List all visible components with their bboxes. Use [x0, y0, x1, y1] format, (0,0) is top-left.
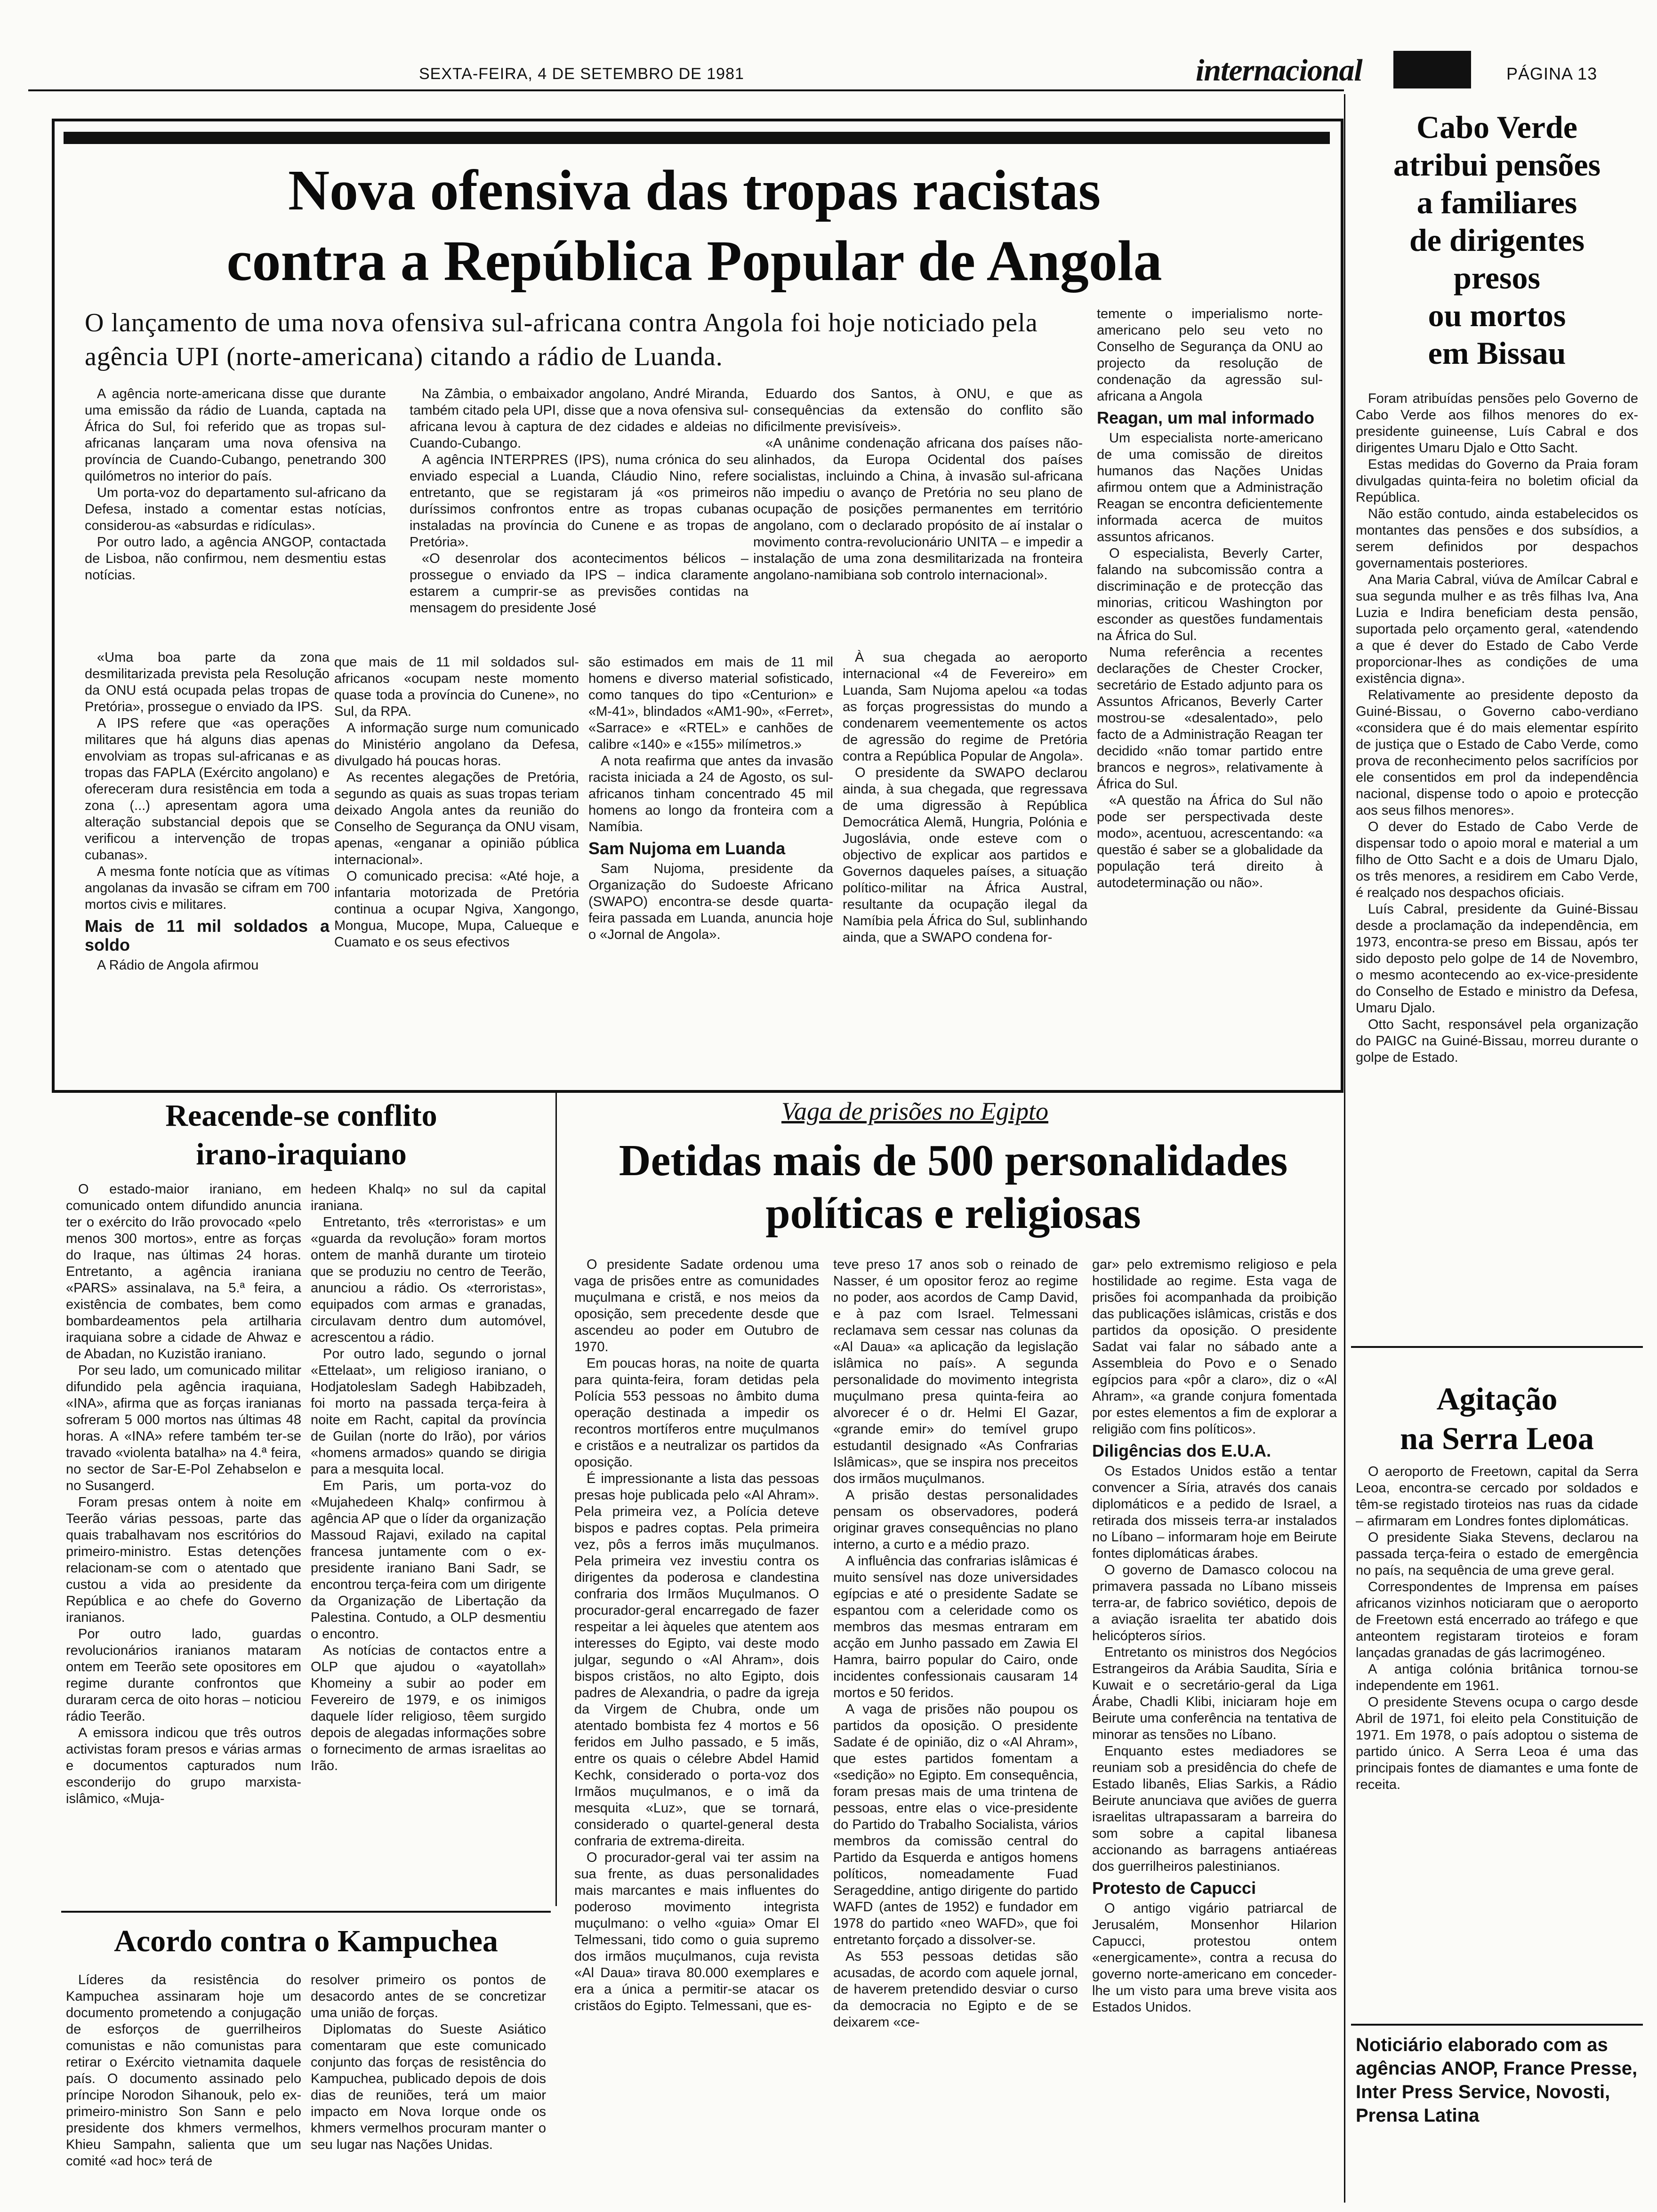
egypt-headline — [565, 1134, 1342, 1240]
caboverde-headline — [1346, 108, 1648, 372]
paragraph: Entretanto os ministros dos Negócios Estrangeiros da Arábia Saudita, Síria e Kuwait e o secretário-geral da Liga Árabe, Chadli Klibi, iniciaram hoje em Beirute uma conferência na tentativa de minorar as tensões no Líbano. — [1092, 1645, 1337, 1742]
angola-column-1 — [85, 386, 386, 631]
paragraph: Foram atribuídas pensões pelo Governo de Cabo Verde aos filhos menores do ex-presidente guineense, Luís Cabral e dos dirigentes Umaru Djalo e Otto Sacht. — [1356, 391, 1638, 456]
paragraph: Relativamente ao presidente deposto da Guiné-Bissau, o Governo cabo-verdiano «considera que é do mais elementar espírito de justiça que o Estado de Cabo Verde, como prova de reconhecimento pelos sacrifícios por ele consentidos em prol da independência nacional, dispense todo o apoio e protecção aos seus filhos menores». — [1356, 688, 1638, 818]
paragraph: Enquanto estes mediadores se reuniam sob a presidência do chefe de Estado libanês, Elias Sarkis, a Rádio Beirute anunciava que aviões de guerra israelitas ultrapassaram a barreira do som sobre a capital libanesa accionando as barragens antiaéreas dos guerrilheiros palestinianos. — [1092, 1744, 1337, 1874]
paragraph: Por seu lado, um comunicado militar difundido pela agência iraquiana, «INA», afirma que as forças iranianas sofreram 5 000 mortos nas últimas 48 horas. A «INA» refere também ter-se travado «violenta batalha» na 4.ª feira, no sector de Sar-E-Pol Zehabselon e no Susangerd. — [66, 1363, 301, 1493]
iraniraq-headline-line2: irano-iraquiano — [196, 1137, 407, 1171]
paragraph: O procurador-geral vai ter assim na sua frente, as duas personalidades mais marcantes e mais influentes do poderoso movimento integrista muçulmano: o velho «guia» Omar El Telmessani, tido como o guia supremo dos irmãos muçulmanos, cuja revista «Al Daua» tirava 80.000 exemplares e era a única a permitir-se atacar os cristãos do Egipto. Telmessani, que es- — [574, 1850, 819, 2013]
paragraph: O presidente Sadate ordenou uma vaga de prisões entre as comunidades muçulmana e cristã, e nos meios da oposição, sem precedente desde que ascendeu ao poder em Outubro de 1970. — [574, 1257, 819, 1354]
paragraph: Numa referência a recentes declarações de Chester Crocker, secretário de Estado adjunto para os Assuntos Africanos, Beverly Carter mostrou-se «desalentado», pelo facto de a Administração Reagan ter decidido «não tomar partido entre brancos e negros», relativamente à África do Sul. — [1097, 645, 1323, 792]
header-rule — [28, 89, 1344, 91]
paragraph: O estado-maior iraniano, em comunicado ontem difundido anuncia ter o exército do Irão provocado «pelo menos 300 mortos», entre as forças do Iraque, nas últimas 24 horas. Entretanto, a agência iraniana «PARS» assinalava, na 5.ª feira, a existência de combates, bem como bombardeamentos pela artilharia iraquiana sobre a cidade de Ahwaz e de Abadan, no Kuzistão iraniano. — [66, 1182, 301, 1362]
serraleoa-headline-line2: na Serra Leoa — [1400, 1420, 1594, 1456]
paragraph: «A questão na África do Sul não pode ser perspectivada deste modo», acentuou, acrescentando: «a questão é saber se a globalidade da população terá direito à autodeterminação ou não». — [1097, 793, 1323, 890]
column-divider — [1344, 94, 1345, 2203]
paragraph: O presidente Stevens ocupa o cargo desde Abril de 1971, foi eleito pela Constituição de 1971. Em 1978, o país adoptou o sistema de partido único. A Serra Leoa é uma das principais fontes de diamantes e uma fonte de receita. — [1356, 1695, 1638, 1792]
section-logo-block — [1393, 51, 1471, 88]
paragraph: A influência das confrarias islâmicas é muito sensível nas doze universidades egípcias e até o presidente Sadate se espantou com a celeridade como os membros das mesmas entraram em acção em Junho passado em Zawia El Hamra, bairro popular do Cairo, onde incidentes confessionais causaram 14 mortos e 50 feridos. — [833, 1554, 1078, 1700]
caboverde-headline-line: a familiares — [1416, 184, 1577, 220]
paragraph: Os Estados Unidos estão a tentar convencer a Síria, através dos canais diplomáticos e a pedido de Israel, a retirada dos misseis terra-ar instalados no Líbano – informaram hoje em Beirute fontes diplomáticas árabes. — [1092, 1464, 1337, 1561]
paragraph: Entretanto, três «terroristas» e um «guarda da revolução» foram mortos ontem de manhã durante um tiroteio que se produziu no centro de Teerão, anunciou a rádio. Os «terroristas», equipados com armas e granadas, circulavam dentro dum automóvel, acrescentou a rádio. — [311, 1215, 546, 1345]
subheading-capucci: Protesto de Capucci — [1092, 1878, 1256, 1898]
paragraph: A agência norte-americana disse que durante uma emissão da rádio de Luanda, captada na África do Sul, foi referido que as tropas sul-africanas lançaram uma nova ofensiva na província de Cuando-Cubango, penetrando 300 quilómetros no interior do país. — [85, 386, 386, 484]
subheading-nujoma: Sam Nujoma em Luanda — [588, 839, 786, 858]
paragraph: Eduardo dos Santos, à ONU, e que as consequências da extensão do conflito são dificilmente previsíveis». — [753, 386, 1083, 434]
paragraph: A antiga colónia britânica tornou-se independente em 1961. — [1356, 1662, 1638, 1693]
paragraph: Diplomatas do Sueste Asiático comentaram que este comunicado conjunto das forças de resistência do Kampuchea, publicado depois de dois dias de reuniões, terá um maior impacto em Nova Iorque onde os khmers vermelhos procuram manter o seu lugar nas Nações Unidas. — [311, 2022, 546, 2152]
page-header — [0, 0, 1657, 88]
egypt-column-3 — [1092, 1257, 1337, 2193]
paragraph: A IPS refere que «as operações militares que há alguns dias apenas envolviam as tropas sul-africanas e as tropas das FAPLA (Exército angolano) e ofereceram dura resistência em toda a zona (...) apresentam agora uma alteração substancial depois que se verificou a intervenção de tropas cubanas». — [85, 716, 330, 863]
paragraph: são estimados em mais de 11 mil homens e diverso material sofisticado, como tanques do tipo «Centurion» e «M-41», blindados «AM1-90», «Ferret», «Sarrace» e «RTEL» e canhões de calibre «140» e «155» milímetros.» — [588, 655, 833, 752]
angola-headline-line1: Nova ofensiva das tropas racistas — [288, 159, 1101, 222]
paragraph: Não estão contudo, ainda estabelecidos os montantes das pensões e dos subsídios, a serem definidos por despachos governamentais posteriores. — [1356, 506, 1638, 571]
egypt-column-2 — [833, 1257, 1078, 2193]
paragraph: «Uma boa parte da zona desmilitarizada prevista pela Resolução da ONU está ocupada pelas tropas de Pretória», prossegue o enviado da IPS. — [85, 650, 330, 714]
paragraph: Otto Sacht, responsável pela organização do PAIGC na Guiné-Bissau, morreu durante o golpe de Estado. — [1356, 1017, 1638, 1065]
paragraph: Na Zâmbia, o embaixador angolano, André Miranda, também citado pela UPI, disse que a nova ofensiva sul-africana levou à captura de dez cidades e aldeias no Cuando-Cubango. — [410, 386, 748, 451]
paragraph: «A unânime condenação africana dos países não-alinhados, da Europa Ocidental dos países socialistas, incluindo a China, à invasão sul-africana não impediu o avanço de Pretória no seu plano de ocupação de posições permanentes em território angolano, com o declarado propósito de aí instalar o movimento contra-revolucionário UNITA – e impedir a instalação de uma zona desmilitarizada na fronteira angolano-namibiana sob controlo internacional». — [753, 436, 1083, 583]
paragraph: As 553 pessoas detidas são acusadas, de acordo com aquele jornal, de haverem pretendido desviar o curso da democracia no Egipto e de se deixarem «ce- — [833, 1949, 1078, 2030]
paragraph: A vaga de prisões não poupou os partidos da oposição. O presidente Sadate é de opinião, diz o «Al Ahram», que estes partidos fomentam a «sedição» no Egipto. Em consequência, foram presas mais de uma trintena de pessoas, entre elas o vice-presidente do Partido do Trabalho Socialista, vários membros da comissão central do Partido da Esquerda e antigos homens políticos, nomeadamente Fuad Serageddine, antigo dirigente do partido WAFD (antes de 1952) e fundador em 1978 do partido «neo WAFD», que foi entretanto forçado a dissolver-se. — [833, 1702, 1078, 1948]
angola-lower-column-2 — [334, 654, 579, 1078]
paragraph: A informação surge num comunicado do Ministério angolano da Defesa, divulgado há poucas horas. — [334, 721, 579, 769]
paragraph: É impressionante a lista das pessoas presas hoje publicada pelo «Al Ahram». Pela primeira vez, a Polícia deteve bispos e padres coptas. Pela primeira vez, pôs a ferros imãs muçulmanos. Pela primeira vez investiu contra os dirigentes da poderosa e clandestina confraria dos Irmãos Muçulmanos. O procurador-geral encarregado de fazer respeitar a lei àqueles que atentem aos interesses do Egipto, vai deste modo julgar, segundo o «Al Ahram», dois bispos cristãos, no alto Egipto, dois padres de Alexandria, o padre da igreja da Virgem de Chubra, onde um atentado bombista fez 4 mortos e 56 feridos em Julho passado, e 5 imãs, entre os quais o célebre Abdel Hamid Kechk, considerado o porta-voz dos Irmãos muçulmanos, e o imã da mesquita «Luz», que se tornará, considerado o quartel-general desta confraria de extrema-direita. — [574, 1471, 819, 1849]
caboverde-headline-line: presos — [1454, 260, 1540, 296]
angola-lower-column-3 — [588, 654, 833, 1078]
subheading-diligencias: Diligências dos E.U.A. — [1092, 1441, 1271, 1460]
paragraph: Um porta-voz do departamento sul-africano da Defesa, instado a comentar estas notícias, considerou-as «absurdas e ridículas». — [85, 485, 386, 533]
paragraph: gar» pelo extremismo religioso e pela hostilidade ao regime. Esta vaga de prisões foi acompanhada da proibição das publicações islâmicas, cristãs e dos partidos da oposição. O presidente Sadat vai falar no sábado ante a Assembleia do Povo e o Senado egípcios para «pôr a claro», diz o «Al Ahram», «a grande conjura fomentada por estes elementos a fim de explorar a religião com fins políticos». — [1092, 1257, 1337, 1437]
serraleoa-body — [1356, 1464, 1638, 2019]
paragraph: O dever do Estado de Cabo Verde de dispensar todo o apoio moral e material a um filho de Otto Sacht e a dois de Umaru Djalo, os três menores, a residirem em Cabo Verde, é realçado nos despachos oficiais. — [1356, 819, 1638, 900]
paragraph: Por outro lado, guardas revolucionários iranianos mataram ontem em Teerão sete opositores em regime durante confrontos que duraram cerca de oito horas – noticiou rádio Teerão. — [66, 1627, 301, 1724]
paragraph: A agência INTERPRES (IPS), numa crónica do seu enviado especial a Luanda, Cláudio Nino, refere entretanto, que se registaram já «os primeiros duríssimos confrontos entre as tropas cubanas instaladas na província do Cunene e as tropas de Pretória». — [410, 452, 748, 550]
paragraph: Estas medidas do Governo da Praia foram divulgadas quinta-feira no boletim oficial da República. — [1356, 457, 1638, 505]
paragraph: teve preso 17 anos sob o reinado de Nasser, é um opositor feroz ao regime no poder, aos acordos de Camp David, e à paz com Israel. Telmessani reclamava sem cessar nas colunas da «Al Daua» «a aplicação da legislação islâmica no país». A segunda personalidade do movimento integrista muçulmano presa quinta-feira ao alvorecer é o dr. Helmi El Gazar, «grande emir» do temível grupo estudantil designado «As Confrarias Islâmicas», que se inspira nos preceitos dos irmãos muçulmanos. — [833, 1257, 1078, 1486]
header-section: internacional — [1196, 53, 1362, 88]
paragraph: Correspondentes de Imprensa em países africanos vizinhos noticiaram que o aeroporto de Freetown está encerrado ao tráfego e que anteontem registaram tiroteios e foram lançadas granadas de gás lacrimogéneo. — [1356, 1579, 1638, 1660]
egypt-headline-line1: Detidas mais de 500 personalidades — [619, 1136, 1288, 1185]
paragraph: Por outro lado, a agência ANGOP, contactada de Lisboa, não confirmou, nem desmentiu estas notícias. — [85, 535, 386, 583]
paragraph: O governo de Damasco colocou na primavera passada no Líbano misseis terra-ar, de fabrico soviético, depois de a aviação israelita ter abatido dois helicópteros sírios. — [1092, 1563, 1337, 1643]
paragraph: temente o imperialismo norte-americano pelo seu veto no Conselho de Segurança da ONU ao projecto da resolução de condenação da agressão sul-africana a Angola — [1097, 306, 1323, 404]
paragraph: As notícias de contactos entre a OLP que ajudou o «ayatollah» Khomeiny a subir ao poder em Fevereiro de 1979, e os inimigos daquele líder religioso, têem surgido depois de alegadas informações sobre o fornecimento de armas israelitas ao Irão. — [311, 1643, 546, 1773]
paragraph: A emissora indicou que três outros activistas foram presos e várias armas e documentos capturados num esconderijo do grupo marxista-islâmico, «Muja- — [66, 1725, 301, 1806]
paragraph: A mesma fonte notícia que as vítimas angolanas da invasão se cifram em 700 mortos civis e militares. — [85, 864, 330, 912]
caboverde-body — [1356, 391, 1638, 1313]
paragraph: Sam Nujoma, presidente da Organização do Sudoeste Africano (SWAPO) encontra-se desde quarta-feira passada em Luanda, anuncia hoje o «Jornal de Angola». — [588, 861, 833, 942]
iraniraq-column-2 — [311, 1181, 546, 1901]
paragraph: Foram presas ontem à noite em Teerão várias pessoas, parte das quais trabalhavam nos escritórios do primeiro-ministro. Estas detenções relacionam-se com o atentado que custou a vida ao presidente da República e ao chefe do Governo iranianos. — [66, 1495, 301, 1625]
angola-headline-line2: contra a República Popular de Angola — [226, 229, 1162, 293]
agencies-note: Noticiário elaborado com as agências ANOP, France Presse, Inter Press Service, Novosti, Prensa Latina — [1356, 2035, 1638, 2126]
paragraph: O presidente da SWAPO declarou ainda, à sua chegada, que regressava de uma digressão à República Democrática Alemã, Hungria, Polónia e Jugoslávia, onde esteve com o objectivo de explicar aos partidos e Governos daqueles países, a situação político-militar na África Austral, resultante da ocupação ilegal da Namíbia pela África do Sul, sublinhando ainda, que a SWAPO condena for- — [843, 765, 1087, 945]
paragraph: As recentes alegações de Pretória, segundo as quais as suas tropas teriam deixado Angola antes da reunião do Conselho de Segurança da ONU visam, apenas, «enganar a opinião pública internacional». — [334, 770, 579, 867]
paragraph: O antigo vigário patriarcal de Jerusalém, Monsenhor Hilarion Capucci, protestou ontem «energicamente», contra a recusa do governo norte-americano em conceder-lhe um visto para uma breve visita aos Estados Unidos. — [1092, 1901, 1337, 2015]
paragraph: Em Paris, um porta-voz do «Mujahedeen Khalq» confirmou à agência AP que o líder da organização Massoud Rajavi, exilado na capital francesa juntamente com o ex-presidente iraniano Bani Sadr, se encontrou terça-feira com um dirigente da Organização de Libertação da Palestina. Contudo, a OLP desmentiu o encontro. — [311, 1478, 546, 1642]
egypt-column-1 — [574, 1257, 819, 2193]
footer-note-rule — [1351, 2024, 1643, 2026]
subheading-soldados: Mais de 11 mil soldados a soldo — [85, 916, 330, 954]
kampuchea-top-rule — [61, 1911, 551, 1913]
angola-column-2 — [410, 386, 748, 631]
caboverde-separator — [1351, 1346, 1643, 1348]
paragraph: «O desenrolar dos acontecimentos bélicos – prossegue o enviado da IPS – indica claramente estarem a cumprir-se as previsões contidas na mensagem do presidente José — [410, 551, 748, 616]
header-page-number: PÁGINA 13 — [1506, 64, 1598, 83]
angola-column-3 — [753, 386, 1083, 631]
paragraph: Por outro lado, segundo o jornal «Ettelaat», um religioso iraniano, o Hodjatoleslam Sadegh Habibzadeh, foi morto na passada terça-feira à noite em Racht, capital da província de Guilan (norte do Irão), por vários «homens armados» quando se dirigia para a mesquita local. — [311, 1346, 546, 1477]
paragraph: que mais de 11 mil soldados sul-africanos «ocupam neste momento quase toda a província do Cunene», no Sul, da RPA. — [334, 655, 579, 719]
paragraph: O especialista, Beverly Carter, falando na subcomissão contra a discriminação e de protecção das minorias, criticou Washington por esconder as questões fundamentais na África do Sul. — [1097, 546, 1323, 643]
iraniraq-column-1 — [66, 1181, 301, 1901]
serraleoa-headline — [1351, 1379, 1643, 1458]
serraleoa-headline-line1: Agitação — [1436, 1381, 1558, 1417]
header-date: SEXTA-FEIRA, 4 DE SETEMBRO DE 1981 — [419, 65, 744, 83]
angola-top-bar — [64, 132, 1330, 144]
column-divider — [555, 1092, 557, 1906]
kampuchea-headline: Acordo contra o Kampuchea — [114, 1924, 498, 1958]
paragraph: resolver primeiro os pontos de desacordo antes de se concretizar uma união de forças. — [311, 1972, 546, 2020]
paragraph: O aeroporto de Freetown, capital da Serra Leoa, encontra-se cercado por soldados e têm-se registado tiroteios nas ruas da cidade – afirmaram em Londres fontes diplomáticas. — [1356, 1464, 1638, 1529]
angola-lower-column-1 — [85, 649, 330, 1078]
paragraph: À sua chegada ao aeroporto internacional «4 de Fevereiro» em Luanda, Sam Nujoma apelou «a todas as forças progressistas do mundo a condenarem veementemente os actos de agressão do regime de Pretória contra a República Popular de Angola». — [843, 650, 1087, 764]
paragraph: Em poucas horas, na noite de quarta para quinta-feira, foram detidas pela Polícia 553 pessoas no âmbito duma operação destinada a impedir os recontros mortíferos entre muçulmanos e cristãos e a neutralizar os partidos da oposição. — [574, 1356, 819, 1470]
paragraph: A Rádio de Angola afirmou — [97, 958, 259, 973]
paragraph: O presidente Siaka Stevens, declarou na passada terça-feira o estado de emergência no país, na sequência de uma greve geral. — [1356, 1530, 1638, 1578]
caboverde-headline-line: Cabo Verde — [1416, 109, 1577, 145]
paragraph: A nota reafirma que antes da invasão racista iniciada a 24 de Agosto, os sul-africanos tinham concentrado 45 mil homens ao longo da fronteira com a Namíbia. — [588, 753, 833, 834]
egypt-headline-line2: políticas e religiosas — [765, 1189, 1141, 1238]
egypt-kicker: Vaga de prisões no Egipto — [781, 1097, 1048, 1125]
kampuchea-column-1 — [66, 1972, 301, 2203]
paragraph: Líderes da resistência do Kampuchea assinaram hoje um documento prometendo a conjugação de esforços de guerrilheiros comunistas e não comunistas para retirar o Exército vietnamita daquele país. O documento assinado pelo príncipe Norodon Sihanouk, pelo ex-primeiro-ministro Son Sann e pelo presidente dos khmers vermelhos, Khieu Sampahn, salienta que um comité «ad hoc» terá de — [66, 1972, 301, 2169]
paragraph: O comunicado precisa: «Até hoje, a infantaria motorizada de Pretória continua a ocupar Ngiva, Xangongo, Mongua, Mucope, Mupa, Calueque e Cuamato e os seus efectivos — [334, 869, 579, 950]
paragraph: hedeen Khalq» no sul da capital iraniana. — [311, 1182, 546, 1213]
angola-lower-column-4 — [843, 649, 1087, 1078]
paragraph: A prisão destas personalidades pensam os observadores, poderá originar graves consequências no plano interno, a curto e a médio prazo. — [833, 1488, 1078, 1552]
caboverde-headline-line: ou mortos — [1428, 297, 1566, 333]
caboverde-headline-line: em Bissau — [1428, 335, 1566, 371]
kampuchea-column-2 — [311, 1972, 546, 2203]
caboverde-headline-line: atribui pensões — [1393, 147, 1601, 183]
angola-lead: O lançamento de uma nova ofensiva sul-africana contra Angola foi hoje noticiado pela agência UPI (norte-americana) citando a rádio de Luanda. — [85, 308, 1038, 371]
caboverde-headline-line: de dirigentes — [1409, 222, 1585, 258]
iraniraq-headline — [61, 1097, 541, 1174]
iraniraq-headline-line1: Reacende-se conflito — [165, 1098, 437, 1133]
angola-column-4 — [1097, 306, 1323, 1078]
paragraph: Ana Maria Cabral, viúva de Amílcar Cabral e sua segunda mulher e as três filhas Iva, Ana Luzia e Indira beneficiam desta pensão, suportada pelo orçamento geral, «atendendo a que é dever do Estado de Cabo Verde proporcionar-lhes as condições de uma existência digna». — [1356, 572, 1638, 686]
paragraph: Luís Cabral, presidente da Guiné-Bissau desde a proclamação da independência, em 1973, encontra-se preso em Bissau, após ter sido deposto pelo golpe de 14 de Novembro, o mesmo acontecendo ao ex-vice-presidente do Conselho de Estado e ministro da Defesa, Umaru Djalo. — [1356, 902, 1638, 1016]
paragraph: Um especialista norte-americano de uma comissão de direitos humanos das Nações Unidas afirmou ontem que a Administração Reagan se encontra deficientemente informada acerca de muitos assuntos africanos. — [1097, 431, 1323, 545]
subheading-reagan: Reagan, um mal informado — [1097, 408, 1315, 427]
angola-headline — [71, 155, 1318, 297]
